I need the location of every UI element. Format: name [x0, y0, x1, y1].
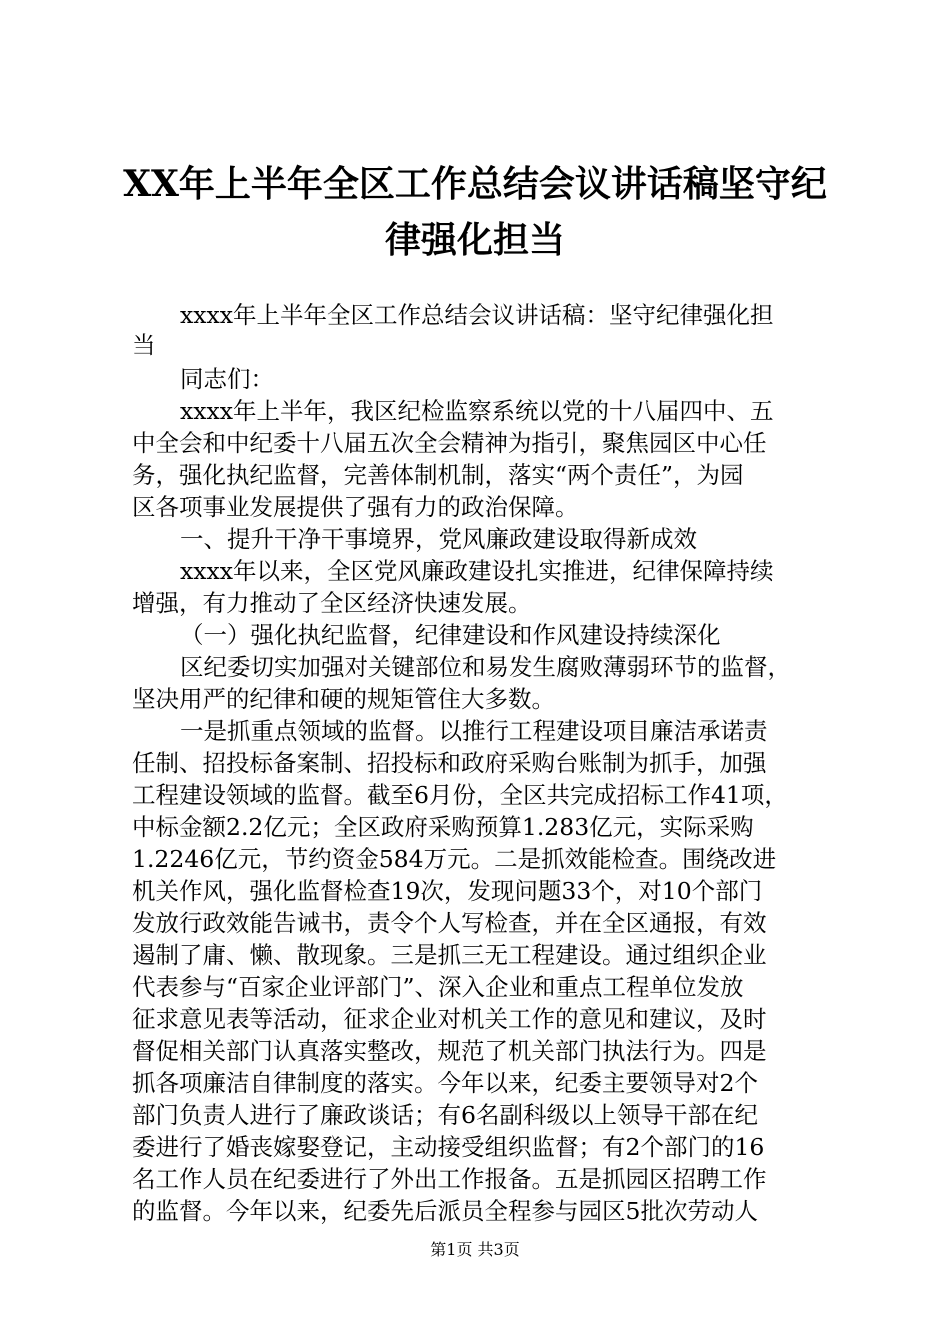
- subsection-heading: （一）强化执纪监督，纪律建设和作风建设持续深化: [180, 621, 721, 649]
- body-line: 1.2246亿元，节约资金584万元。二是抓效能检查。围绕改进: [132, 845, 777, 873]
- body-line: 中全会和中纪委十八届五次全会精神为指引，聚焦园区中心任: [132, 429, 767, 457]
- body-line: 务，强化执纪监督，完善体制机制，落实“两个责任”，为园: [132, 461, 744, 489]
- document-title-line-2: 律强化担当: [384, 219, 565, 261]
- body-line: 区各项事业发展提供了强有力的政治保障。: [132, 493, 579, 521]
- body-line: 代表参与“百家企业评部门”、深入企业和重点工程单位发放: [132, 973, 744, 1001]
- page-footer: 第1页 共3页: [430, 1240, 520, 1259]
- body-line: 机关作风，强化监督检查19次，发现问题33个，对10个部门: [132, 877, 763, 905]
- body-line: 督促相关部门认真落实整改，规范了机关部门执法行为。四是: [132, 1037, 767, 1065]
- body-line: 当: [132, 331, 156, 359]
- body-line: xxxx年以来，全区党风廉政建设扎实推进，纪律保障持续: [180, 557, 774, 585]
- body-line: 增强，有力推动了全区经济快速发展。: [132, 589, 532, 617]
- body-line: 中标金额2.2亿元；全区政府采购预算1.283亿元，实际采购: [132, 813, 754, 841]
- body-line: xxxx年上半年全区工作总结会议讲话稿：坚守纪律强化担: [180, 301, 774, 329]
- body-line: 工程建设领域的监督。截至6月份，全区共完成招标工作41项，: [132, 781, 788, 809]
- body-line: 发放行政效能告诫书，责令个人写检查，并在全区通报，有效: [132, 909, 767, 937]
- body-line: 部门负责人进行了廉政谈话；有6名副科级以上领导干部在纪: [132, 1101, 758, 1129]
- body-line: xxxx年上半年，我区纪检监察系统以党的十八届四中、五: [180, 397, 774, 425]
- body-line: 抓各项廉洁自律制度的落实。今年以来，纪委主要领导对2个: [132, 1069, 758, 1097]
- body-line: 区纪委切实加强对关键部位和易发生腐败薄弱环节的监督，: [180, 653, 791, 681]
- body-line: 名工作人员在纪委进行了外出工作报备。五是抓园区招聘工作: [132, 1165, 767, 1193]
- section-heading: 一、提升干净干事境界，党风廉政建设取得新成效: [180, 525, 697, 553]
- body-line: 遏制了庸、懒、散现象。三是抓三无工程建设。通过组织企业: [132, 941, 767, 969]
- document-title-line-1: XX年上半年全区工作总结会议讲话稿坚守纪: [123, 163, 827, 205]
- body-line: 委进行了婚丧嫁娶登记，主动接受组织监督；有2个部门的16: [132, 1133, 765, 1161]
- body-line: 同志们：: [180, 365, 274, 393]
- body-line: 坚决用严的纪律和硬的规矩管住大多数。: [132, 685, 555, 713]
- body-line: 任制、招投标备案制、招投标和政府采购台账制为抓手，加强: [132, 749, 767, 777]
- body-line: 征求意见表等活动，征求企业对机关工作的意见和建议，及时: [132, 1005, 767, 1033]
- body-line: 一是抓重点领域的监督。以推行工程建设项目廉洁承诺责: [180, 717, 768, 745]
- body-line: 的监督。今年以来，纪委先后派员全程参与园区5批次劳动人: [132, 1197, 758, 1225]
